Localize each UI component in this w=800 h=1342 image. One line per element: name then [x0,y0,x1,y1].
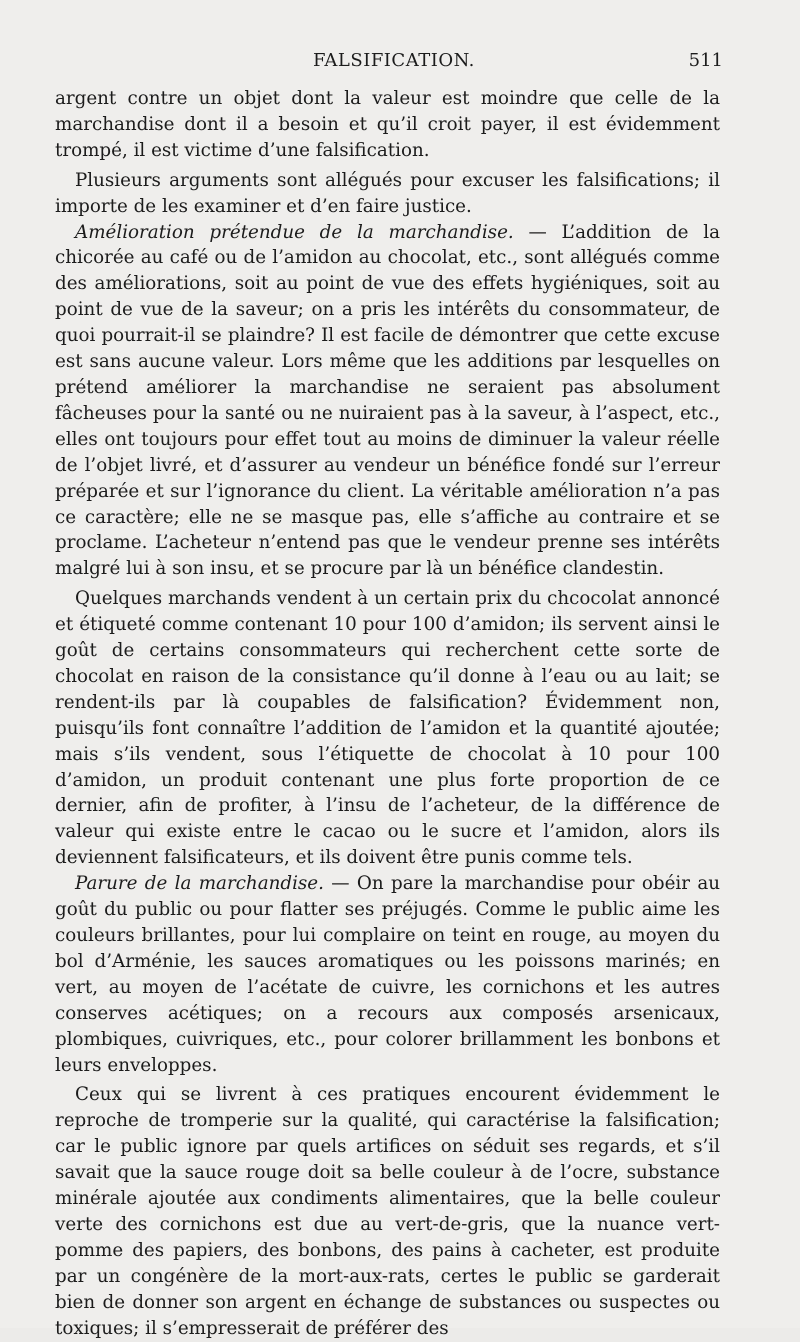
paragraph [55,586,720,871]
paragraph-text: — L’addition de la chicorée au café ou de l’amidon au chocolat, etc., sont allégués comme des améliorations, soit au point de vue des effets hygiéniques, soit au point de vue de la saveur; on a pris les intérêts du consommateur, de quoi pourrait-il se plaindre? Il est facile de démontrer que cette excuse est sans aucune valeur. Lors même que les additions par lesquelles on prétend améliorer la marchandise ne seraient pas absolument fâcheuses pour la santé ou ne nuiraient pas à la saveur, à l’aspect, etc., elles ont toujours pour effet tout au moins de diminuer la valeur réelle de l’objet livré, et d’assurer au vendeur un bénéfice fondé sur l’erreur préparée et sur l’ignorance du client. La véritable amélioration n’a pas ce caractère; elle ne se masque pas, elle s’affiche au contraire et se proclame. L’acheteur n’entend pas que le vendeur prenne ses intérêts malgré lui à son insu, et se procure par là un bénéfice clandestin. [55,221,720,580]
running-title: FALSIFICATION. [313,50,475,71]
paragraph [55,86,720,164]
section-lead: Parure de la marchandise. [75,873,324,895]
paragraph-text: argent contre un objet dont la valeur est moindre que celle de la marchandise dont il a besoin et qu’il croit payer, il est évidemment trompé, il est victime d’une falsification. [55,88,720,161]
paragraph [55,220,720,583]
paragraph-text: — On pare la marchandise pour obéir au goût du public ou pour flatter ses préjugés. Comme le public aime les couleurs brillantes, pour lui complaire on teint en rouge, au moyen du bol d’Arménie, les sauces aromatiques ou les poissons marinés; en vert, au moyen de l’acétate de cuivre, les cornichons et les autres conserves acétiques; on a recours aux composés arsenicaux, plombiques, cuivriques, etc., pour colorer brillamment les bonbons et leurs enveloppes. [55,873,720,1076]
paragraph [55,168,720,220]
paragraph [55,1082,720,1341]
page-number: 511 [688,50,723,71]
section-lead: Amélioration prétendue de la marchandise. [75,221,514,243]
paragraph-text: Plusieurs arguments sont allégués pour excuser les falsifications; il importe de les examiner et d’en faire justice. [55,169,720,217]
page-header [55,50,723,78]
paragraph-text: Quelques marchands vendent à un certain prix du chcocolat annoncé et étiqueté comme contenant 10 pour 100 d’amidon; ils servent ainsi le goût de certains consommateurs qui recherchent cette sorte de chocolat en raison de la consistance qu’il donne à l’eau ou au lait; se rendent-ils par là coupables de falsification? Évidemment non, puisqu’ils font connaître l’addition de l’amidon et la quantité ajoutée; mais s’ils vendent, sous l’étiquette de chocolat à 10 pour 100 d’amidon, un produit contenant une plus forte proportion de ce dernier, afin de profiter, à l’insu de l’acheteur, de la différence de valeur qui existe entre le cacao ou le sucre et l’amidon, alors ils deviennent falsificateurs, et ils doivent être punis comme tels. [55,588,720,869]
paragraph-text: Ceux qui se livrent à ces pratiques encourent évidemment le reproche de tromperie sur la qualité, qui caractérise la falsification; car le public ignore par quels artifices on séduit ses regards, et s’il savait que la sauce rouge doit sa belle couleur à de l’ocre, substance minérale ajoutée aux condiments alimentaires, que la belle couleur verte des cornichons est due au vert-de-gris, que la nuance vert-pomme des papiers, des bonbons, des pains à cacheter, est produite par un congénère de la mort-aux-rats, certes le public se garderait bien de donner son argent en échange de substances ou suspectes ou toxiques; il s’empresserait de préférer des [55,1084,720,1339]
paragraph [55,871,720,1078]
body-text [55,86,720,1342]
